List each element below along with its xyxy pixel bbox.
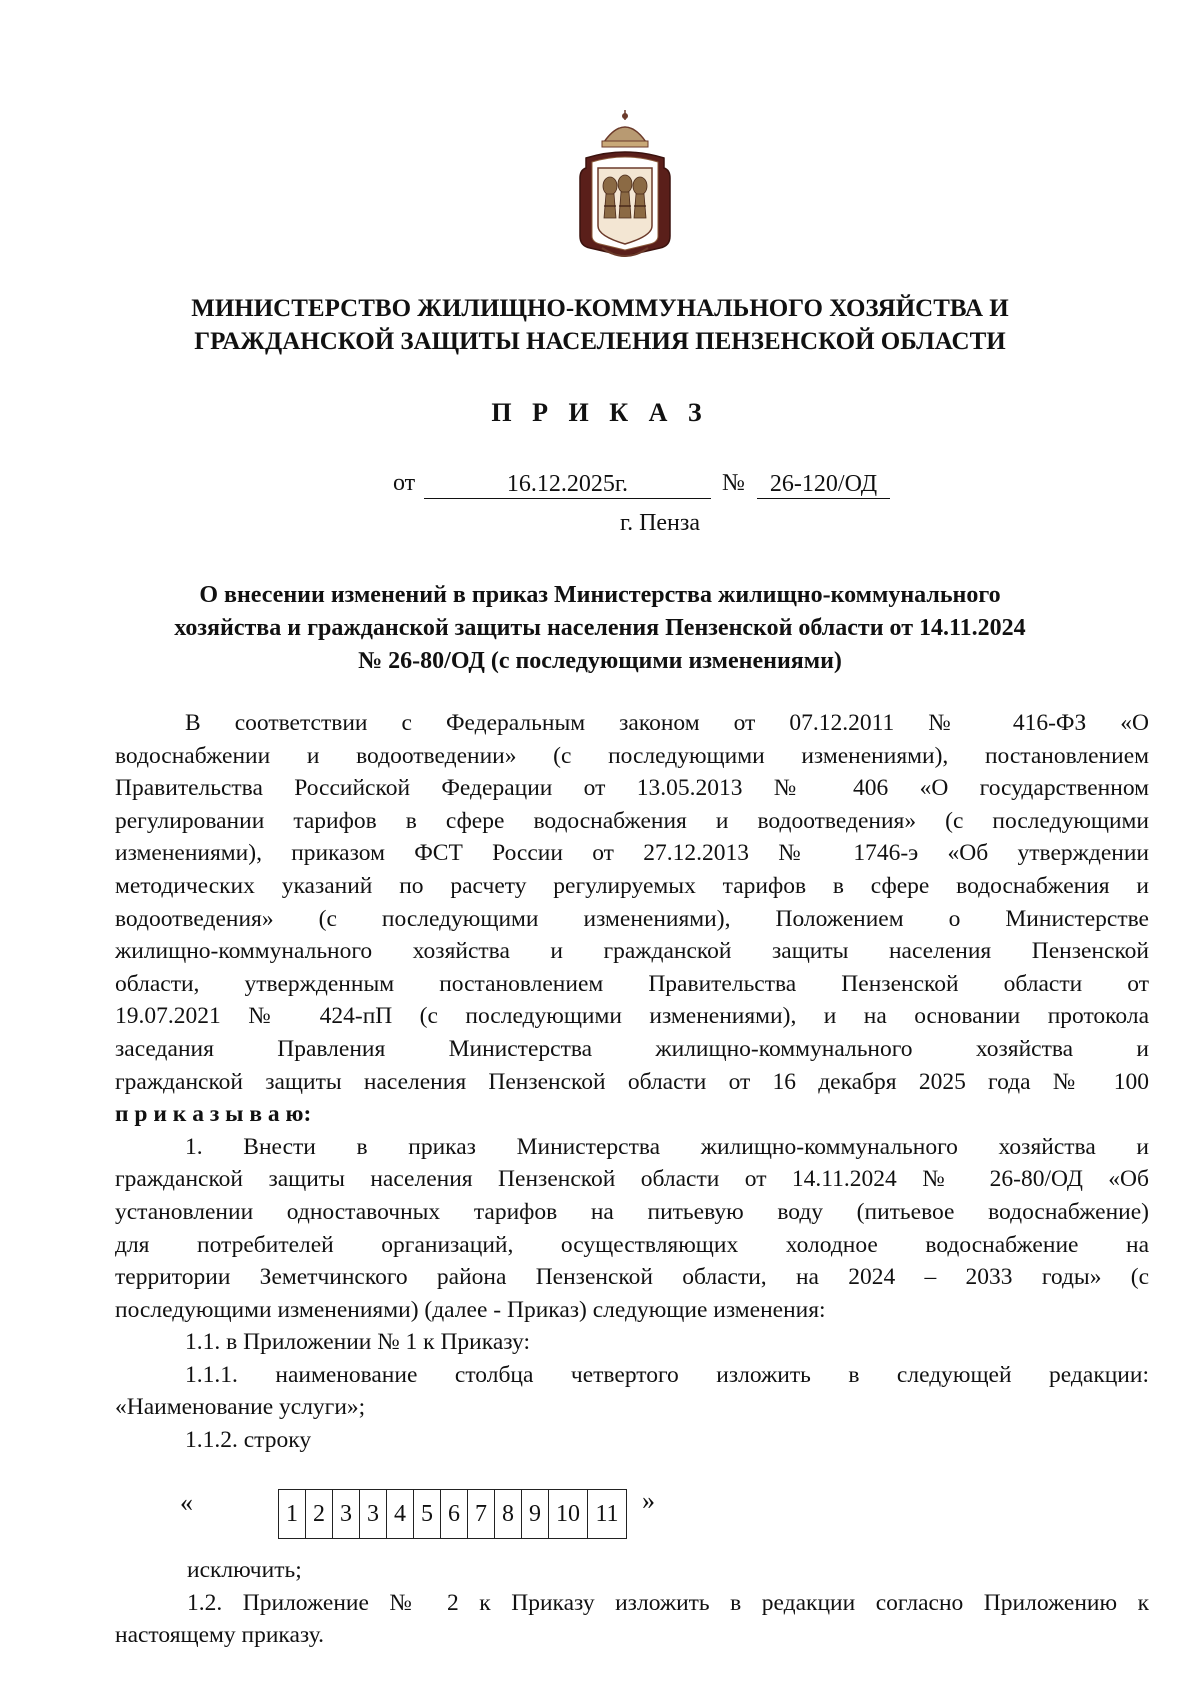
table-cell: 9 [522,1490,549,1539]
table-cell: 8 [495,1490,522,1539]
table-cell: 6 [441,1490,468,1539]
item-1-line: установлении одноставочных тарифов на питьевую воду (питьевое водоснабжение) [115,1198,1149,1225]
table-cell: 5 [414,1490,441,1539]
document-subject [110,579,1090,678]
item-1-line: последующими изменениями) (далее - Приказ) следующие изменения: [115,1296,826,1323]
item-1-1-1-line: 1.1.1. наименование столбца четвертого изложить в следующей редакции: [185,1361,1149,1388]
document-city: г. Пенза [619,510,701,536]
subject-line: хозяйства и гражданской защиты населения Пензенской области от 14.11.2024 [174,615,1026,641]
document-title: П Р И К А З [491,398,709,427]
item-1-line: 1. Внести в приказ Министерства жилищно-коммунального хозяйства и [185,1133,1149,1160]
exclude-text: исключить; [187,1557,302,1583]
order-word: п р и к а з ы в а ю: [115,1101,312,1128]
date-prefix: от [393,470,416,496]
subject-line: О внесении изменений в приказ Министерства жилищно-коммунального [199,582,1001,608]
subject-line: № 26-80/ОД (с последующими изменениями) [358,648,842,674]
item-1-line: гражданской защиты населения Пензенской области от 14.11.2024 № 26-80/ОД «Об [115,1166,1149,1193]
table-cell: 7 [468,1490,495,1539]
table-cell: 11 [588,1490,627,1539]
item-1-1: 1.1. в Приложении № 1 к Приказу: [185,1329,531,1356]
document-date: 16.12.2025г. [424,470,711,499]
item-1-line: для потребителей организаций, осуществляющих холодное водоснабжение на [115,1231,1149,1258]
preamble-line: области, утвержденным постановлением Правительства Пензенской области от [115,970,1149,997]
coat-of-arms-icon [572,108,678,268]
document-number: 26-120/ОД [757,470,890,499]
excluded-row-table [278,1489,627,1539]
preamble-line: Правительства Российской Федерации от 13.05.2013 № 406 «О государственном [115,775,1149,802]
table-cell: 3 [360,1490,387,1539]
preamble-line: заседания Правления Министерства жилищно-коммунального хозяйства и [115,1035,1149,1062]
number-sign: № [722,470,745,496]
closing-paragraphs [115,1554,1149,1652]
preamble-line: жилищно-коммунального хозяйства и гражданской защиты населения Пензенской [115,938,1149,965]
item-1-2-line: настоящему приказу. [115,1622,324,1649]
quote-open: « [180,1488,193,1517]
ministry-line: ГРАЖДАНСКОЙ ЗАЩИТЫ НАСЕЛЕНИЯ ПЕНЗЕНСКОЙ ОБЛАСТИ [194,328,1006,355]
date-number-row [0,470,1200,500]
table-cell: 3 [333,1490,360,1539]
table-cell: 1 [279,1490,306,1539]
table-row [279,1490,627,1539]
preamble-line: гражданской защиты населения Пензенской области от 16 декабря 2025 года № 100 [115,1068,1149,1095]
preamble-paragraph [115,707,1149,1457]
item-1-1-2: 1.1.2. строку [185,1427,312,1454]
item-1-1-1-line: «Наименование услуги»; [115,1394,366,1421]
ministry-name [110,292,1090,358]
preamble-line: В соответствии с Федеральным законом от 07.12.2011 № 416-ФЗ «О [185,710,1149,736]
preamble-line: регулировании тарифов в сфере водоснабжения и водоотведения» (с последующими [115,807,1149,834]
preamble-line: 19.07.2021 № 424-пП (с последующими изменениями), и на основании протокола [115,1003,1149,1030]
preamble-line: водоснабжении и водоотведении» (с последующими изменениями), постановлением [115,742,1149,769]
table-cell: 10 [549,1490,588,1539]
preamble-line: водоотведения» (с последующими изменениями), Положением о Министерстве [115,905,1149,932]
item-1-line: территории Земетчинского района Пензенской области, на 2024 – 2033 годы» (с [115,1264,1149,1291]
table-cell: 4 [387,1490,414,1539]
table-cell: 2 [306,1490,333,1539]
quote-close: » [642,1486,655,1515]
ministry-line: МИНИСТЕРСТВО ЖИЛИЩНО-КОММУНАЛЬНОГО ХОЗЯЙСТВА И [191,295,1009,322]
item-1-2-line: 1.2. Приложение № 2 к Приказу изложить в редакции согласно Приложению к [187,1589,1149,1616]
preamble-line: методических указаний по расчету регулируемых тарифов в сфере водоснабжения и [115,872,1149,899]
preamble-line: изменениями), приказом ФСТ России от 27.12.2013 № 1746-э «Об утверждении [115,840,1149,867]
